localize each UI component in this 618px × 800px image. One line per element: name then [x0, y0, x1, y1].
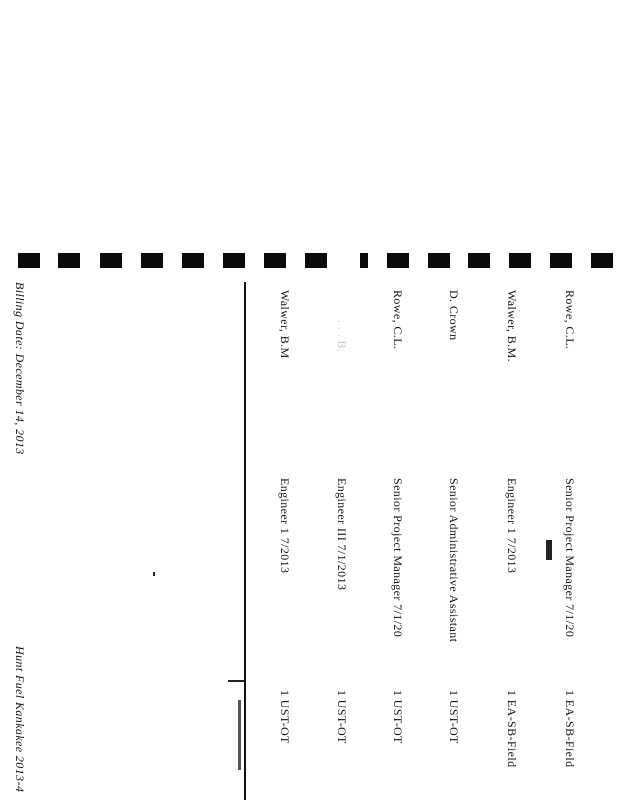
row-code: 1 EA-SB-Field	[563, 690, 577, 768]
row-code: 1 EA-SB-Field	[505, 690, 519, 768]
site-name: Hunt Fuel Kankakee 2013-4	[13, 646, 27, 793]
row-name: D. Crown	[447, 290, 461, 341]
redaction-bar	[58, 253, 80, 268]
row-name: Rowe, C.L.	[563, 290, 577, 350]
redaction-bar	[18, 253, 40, 268]
row-code: 1 UST-OT	[335, 690, 349, 744]
row-title-date: Senior Project Manager 7/1/20	[391, 478, 405, 638]
row-title-date: Engineer III 7/1/2013	[335, 478, 349, 591]
row-name: Walwer, B.M.	[505, 290, 519, 363]
scan-mark	[546, 540, 552, 560]
redaction-bar	[509, 253, 531, 268]
redaction-bar	[360, 253, 368, 268]
row-name: Rowe, C.L.	[391, 290, 405, 350]
table-divider-line	[244, 282, 246, 800]
redaction-bar	[223, 253, 245, 268]
scan-mark	[238, 700, 241, 770]
row-title-date: Senior Project Manager 7/1/20	[563, 478, 577, 638]
redaction-bar	[141, 253, 163, 268]
redaction-bar	[264, 253, 286, 268]
redaction-bar	[387, 253, 409, 268]
redaction-bar	[182, 253, 204, 268]
redaction-bar	[428, 253, 450, 268]
redaction-bar	[468, 253, 490, 268]
row-name: Walwer, B.M	[278, 290, 292, 359]
row-title-date: Engineer 1 7/2013	[505, 478, 519, 574]
redaction-bar	[591, 253, 613, 268]
redaction-bar	[305, 253, 327, 268]
row-code: 1 UST-OT	[447, 690, 461, 744]
row-name: . . . B.	[335, 320, 349, 353]
row-title-date: Engineer 1 7/2013	[278, 478, 292, 574]
row-code: 1 UST-OT	[278, 690, 292, 744]
scan-mark	[228, 680, 244, 682]
redaction-bar	[550, 253, 572, 268]
row-code: 1 UST-OT	[391, 690, 405, 744]
row-title-date: Senior Administrative Assistant	[447, 478, 461, 643]
redaction-bar	[100, 253, 122, 268]
billing-date: Billing Date: December 14, 2013	[13, 282, 27, 455]
scan-mark	[153, 572, 155, 576]
